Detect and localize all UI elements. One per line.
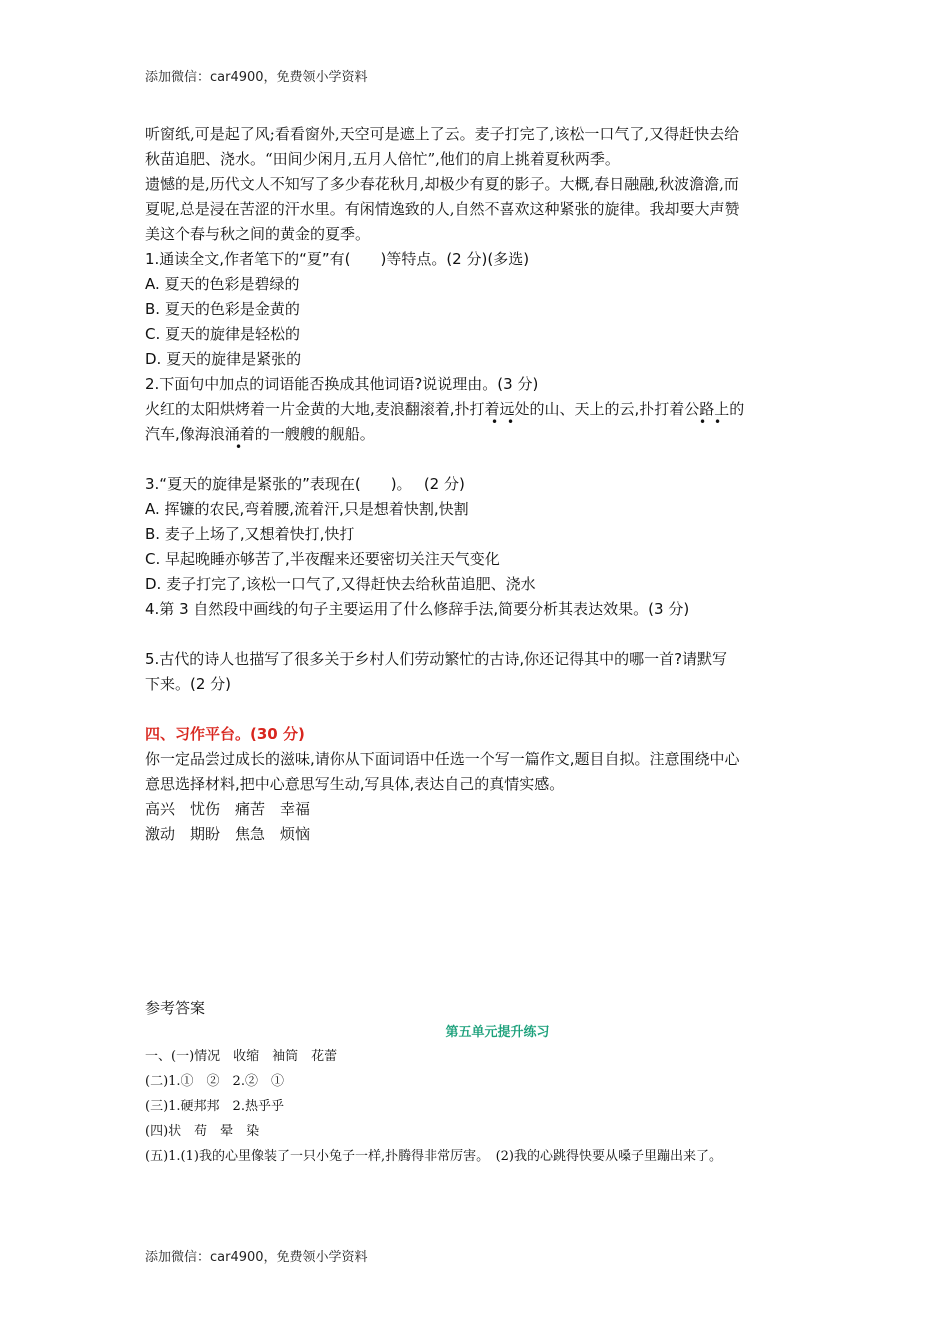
question-3 — [145, 472, 810, 597]
answer-line: 一、(一)情况 收缩 袖筒 花蕾 — [145, 1049, 338, 1064]
watermark-top: 添加微信：car4900，免费领小学资料 — [145, 70, 368, 85]
section-4 — [145, 722, 810, 847]
passage-line: 秋苗追肥、浇水。“田间少闲月,五月人倍忙”,他们的肩上挑着夏秋两季。 — [145, 150, 620, 168]
unit-title: 第五单元提升练习 — [445, 1025, 550, 1040]
question-2-sentence-line — [145, 422, 810, 454]
question-1-stem: 1.通读全文,作者笔下的“夏”有( )等特点。(2 分)(多选) — [145, 250, 530, 268]
question-2-text: 汽车,像海浪涌着的一艘艘的舰船。 — [145, 425, 375, 443]
answer-key-title: 参考答案 — [145, 999, 206, 1017]
option-a: A. 夏天的色彩是碧绿的 — [145, 275, 300, 293]
option-c: C. 夏天的旋律是轻松的 — [145, 325, 301, 343]
option-a: A. 挥镰的农民,弯着腰,流着汗,只是想着快割,快割 — [145, 500, 469, 518]
question-2-text: 火红的太阳烘烤着一片金黄的大地,麦浪翻滚着,扑打着远处的山、天上的云,扑打着公路上的 — [145, 400, 745, 418]
emphasis-dot: • — [491, 415, 499, 429]
option-b: B. 夏天的色彩是金黄的 — [145, 300, 300, 318]
passage-line: 美这个春与秋之间的黄金的夏季。 — [145, 225, 371, 243]
option-b: B. 麦子上场了,又想着快打,快打 — [145, 525, 355, 543]
writing-prompt: 你一定品尝过成长的滋味,请你从下面词语中任选一个写一篇作文,题目自拟。注意围绕中心 — [145, 750, 740, 768]
option-d: D. 麦子打完了,该松一口气了,又得赶快去给秋苗追肥、浇水 — [145, 575, 536, 593]
answer-space — [145, 697, 810, 722]
option-d: D. 夏天的旋律是紧张的 — [145, 350, 302, 368]
emphasis-dot: • — [235, 440, 243, 454]
answer-line: (二)1.① ② 2.② ① — [145, 1074, 284, 1089]
emphasis-dot: • — [699, 415, 707, 429]
exam-content — [145, 122, 810, 847]
question-3-stem: 3.“夏天的旋律是紧张的”表现在( )。 (2 分) — [145, 475, 465, 493]
reading-passage — [145, 122, 810, 247]
question-4 — [145, 597, 810, 647]
passage-line: 夏呢,总是浸在苦涩的汗水里。有闲情逸致的人,自然不喜欢这种紧张的旋律。我却要大声赞 — [145, 200, 740, 218]
question-5-stem: 5.古代的诗人也描写了很多关于乡村人们劳动繁忙的古诗,你还记得其中的哪一首?请默写 — [145, 650, 728, 668]
option-c: C. 早起晚睡亦够苦了,半夜醒来还要密切关注天气变化 — [145, 550, 500, 568]
question-2-stem: 2.下面句中加点的词语能否换成其他词语?说说理由。(3 分) — [145, 375, 539, 393]
answer-line: (五)1.(1)我的心里像装了一只小兔子一样,扑腾得非常厉害。 (2)我的心跳得快要从嗓子里蹦出来了。 — [145, 1149, 723, 1164]
question-1 — [145, 247, 810, 372]
emphasis-dot: • — [507, 415, 515, 429]
question-2-sentence-line — [145, 397, 810, 429]
question-5-stem: 下来。(2 分) — [145, 675, 232, 693]
question-5 — [145, 647, 810, 722]
question-2 — [145, 372, 810, 472]
answer-space — [145, 447, 810, 472]
answer-line: (四)状 苟 晕 染 — [145, 1124, 260, 1139]
word-choices: 激动 期盼 焦急 烦恼 — [145, 825, 311, 843]
answer-line: (三)1.硬邦邦 2.热乎乎 — [145, 1099, 284, 1114]
answer-key — [145, 996, 810, 1169]
emphasis-dot: • — [714, 415, 722, 429]
passage-line: 遗憾的是,历代文人不知写了多少春花秋月,却极少有夏的影子。大概,春日融融,秋波澹澹,而 — [145, 175, 739, 193]
section-4-title: 四、习作平台。(30 分) — [145, 725, 305, 743]
writing-prompt: 意思选择材料,把中心意思写生动,写具体,表达自己的真情实感。 — [145, 775, 565, 793]
word-choices: 高兴 忧伤 痛苦 幸福 — [145, 800, 311, 818]
question-4-stem: 4.第 3 自然段中画线的句子主要运用了什么修辞手法,简要分析其表达效果。(3 分) — [145, 600, 690, 618]
watermark-bottom: 添加微信：car4900，免费领小学资料 — [145, 1250, 368, 1265]
answer-space — [145, 622, 810, 647]
passage-line: 听窗纸,可是起了风;看看窗外,天空可是遮上了云。麦子打完了,该松一口气了,又得赶快去给 — [145, 125, 740, 143]
